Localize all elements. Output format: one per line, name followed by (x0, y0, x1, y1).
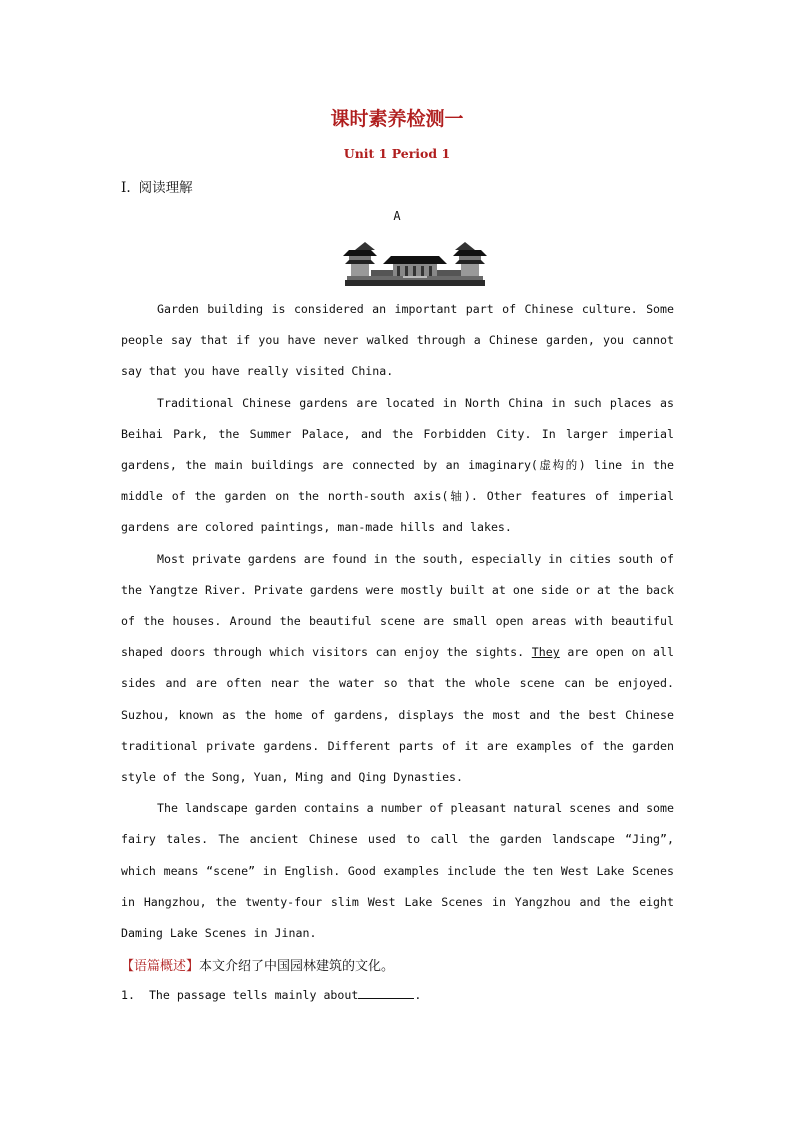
question-number: 1. (121, 988, 135, 1002)
page-title: 课时素养检测一 (330, 108, 464, 130)
question-end: . (414, 988, 422, 1002)
paragraph-1: Garden building is considered an important part of Chinese culture. Some people say that if you have never walked through a Chinese garden, you cannot say that you have really visited China. (121, 302, 674, 379)
paragraph-3-part-1: Most private gardens are found in the south, especially in cities south of the Yangtze River. Private gardens were mostly built at one side or at the back of the houses. Around the beautiful scene are small open areas with beautiful shaped doors through which visitors can enjoy the sights. (121, 551, 674, 660)
section-number: Ⅰ. (121, 180, 131, 196)
question-1 (121, 988, 421, 1002)
answer-blank[interactable] (358, 988, 414, 999)
paragraph-3-part-2: are open on all sides and are often near the water so that the whole scene can be enjoyed. Suzhou, known as the home of gardens, displays the most and the best Chinese traditional private gardens. Different parts of it are examples of the garden style of the Song, Yuan, Ming and Qing Dynasties. (121, 645, 674, 785)
underlined-word: They (531, 645, 560, 660)
passage-body (121, 294, 674, 949)
question-stem: The passage tells mainly about (148, 988, 359, 1002)
paragraph-2: Traditional Chinese gardens are located in North China in such places as Beihai Park, the Summer Palace, and the Forbidden City. In larger imperial gardens, the main buildings are connected by an imaginary(虚构的) line in the middle of the garden on the north-south axis(轴). Other features of imperial gardens are colored paintings, man-made hills and lakes. (121, 395, 674, 535)
section-heading (121, 176, 193, 196)
summary-text: 本文介绍了中国园林建筑的文化。 (199, 959, 395, 974)
chinese-palace-icon (343, 236, 487, 288)
passage-letter: A (393, 209, 401, 223)
section-label: 阅读理解 (138, 180, 193, 196)
paragraph-4: The landscape garden contains a number of pleasant natural scenes and some fairy tales. The ancient Chinese used to call the garden landscape “Jing”, which means “scene” in English. Good examples include the ten West Lake Scenes in Hangzhou, the twenty-four slim West Lake Scenes in Yangzhou and the eight Daming Lake Scenes in Jinan. (121, 801, 674, 941)
paragraph-3 (121, 544, 674, 794)
summary-label: 【语篇概述】 (121, 959, 200, 974)
page-subtitle: Unit 1 Period 1 (343, 146, 451, 161)
passage-summary (121, 955, 394, 974)
